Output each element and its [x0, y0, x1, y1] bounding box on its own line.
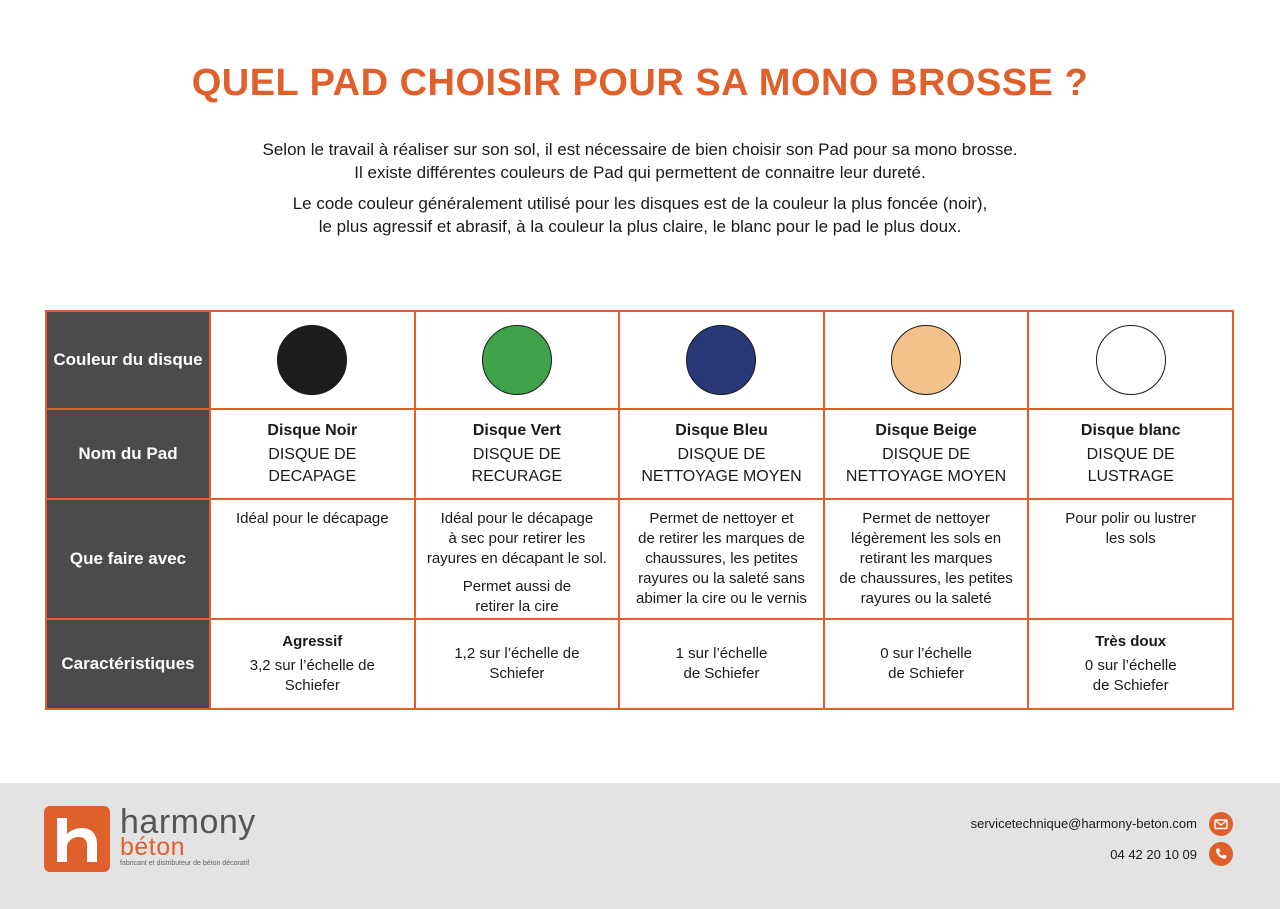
pad-type: DISQUE DE RECURAGE [471, 446, 563, 485]
row-header-disc-color: Couleur du disque [46, 311, 210, 409]
contact-phone-link[interactable]: 04 42 20 10 09 [1110, 847, 1197, 862]
contact-email-link[interactable]: servicetechnique@harmony-beton.com [970, 816, 1197, 831]
black-disc-icon [277, 325, 347, 395]
intro-text [0, 138, 1280, 246]
usage-text: Idéal pour le décapage [235, 510, 389, 527]
cell-disc-color-blanc [1028, 311, 1233, 409]
cell-characteristics [619, 619, 824, 709]
intro-line: Le code couleur généralement utilisé pour les disques est de la couleur la plus foncée (noir), [292, 194, 988, 213]
cell-usage [1028, 499, 1233, 619]
hardness-label: Agressif [282, 633, 343, 650]
intro-line: le plus agressif et abrasif, à la couleur la plus claire, le blanc pour le pad le plus doux. [318, 217, 962, 236]
hardness-value: 3,2 sur l’échelle de Schiefer [249, 657, 375, 694]
hardness-value: 1,2 sur l’échelle de Schiefer [454, 645, 580, 682]
beige-disc-icon [891, 325, 961, 395]
usage-text: Pour polir ou lustrer les sols [1065, 510, 1197, 547]
pad-name: Disque Beige [875, 422, 977, 439]
pad-type: DISQUE DE DECAPAGE [268, 446, 357, 485]
hardness-label: Très doux [1095, 633, 1167, 650]
pad-name: Disque Noir [267, 422, 358, 439]
cell-pad-name [415, 409, 620, 499]
pad-type: DISQUE DE NETTOYAGE MOYEN [845, 446, 1007, 485]
white-disc-icon [1096, 325, 1166, 395]
cell-usage [210, 499, 415, 619]
cell-characteristics [1028, 619, 1233, 709]
pad-name: Disque Bleu [675, 422, 768, 439]
cell-pad-name [1028, 409, 1233, 499]
hardness-value: 0 sur l’échelle de Schiefer [880, 645, 972, 682]
cell-characteristics [824, 619, 1029, 709]
pad-comparison-table [45, 310, 1234, 710]
cell-usage [619, 499, 824, 619]
phone-icon [1209, 842, 1233, 866]
row-header-pad-name: Nom du Pad [46, 409, 210, 499]
usage-text: Permet de nettoyer et de retirer les marques de chaussures, les petites rayures ou la saleté sans abimer la cire ou le vernis [636, 510, 807, 607]
cell-characteristics [415, 619, 620, 709]
intro-line: Il existe différentes couleurs de Pad qui permettent de connaitre leur dureté. [354, 163, 926, 182]
cell-disc-color-vert [415, 311, 620, 409]
usage-extra-text: Permet aussi de retirer la cire [462, 578, 572, 615]
cell-usage [415, 499, 620, 619]
pad-name: Disque blanc [1080, 422, 1181, 439]
row-header-usage: Que faire avec [46, 499, 210, 619]
brand-name: harmony [120, 803, 256, 841]
footer [0, 783, 1280, 909]
table-row-usage [46, 499, 1233, 619]
usage-text: Idéal pour le décapage à sec pour retirer les rayures en décapant le sol. [426, 510, 607, 567]
pad-type: DISQUE DE LUSTRAGE [1086, 446, 1175, 485]
mail-icon [1209, 812, 1233, 836]
table-row-disc-color [46, 311, 1233, 409]
cell-pad-name [619, 409, 824, 499]
hardness-value: 0 sur l’échelle de Schiefer [1084, 657, 1177, 694]
pad-type: DISQUE DE NETTOYAGE MOYEN [641, 446, 802, 485]
cell-disc-color-bleu [619, 311, 824, 409]
brand-tagline: fabricant et distributeur de béton décoratif [120, 860, 250, 867]
cell-disc-color-beige [824, 311, 1029, 409]
cell-pad-name [824, 409, 1029, 499]
table-row-pad-name [46, 409, 1233, 499]
green-disc-icon [482, 325, 552, 395]
brand-name-secondary: béton [120, 833, 186, 861]
harmony-logo-icon [44, 806, 110, 872]
table-row-characteristics [46, 619, 1233, 709]
usage-text: Permet de nettoyer légèrement les sols en retirant les marques de chaussures, les petites rayures ou la saleté [839, 510, 1013, 607]
blue-disc-icon [686, 325, 756, 395]
cell-pad-name [210, 409, 415, 499]
hardness-value: 1 sur l’échelle de Schiefer [675, 645, 768, 682]
row-header-characteristics: Caractéristiques [46, 619, 210, 709]
page-title: QUEL PAD CHOISIR POUR SA MONO BROSSE ? [191, 62, 1089, 104]
cell-usage [824, 499, 1029, 619]
pad-name: Disque Vert [472, 422, 561, 439]
intro-line: Selon le travail à réaliser sur son sol, il est nécessaire de bien choisir son Pad pour sa mono brosse. [262, 140, 1018, 159]
cell-disc-color-noir [210, 311, 415, 409]
cell-characteristics [210, 619, 415, 709]
